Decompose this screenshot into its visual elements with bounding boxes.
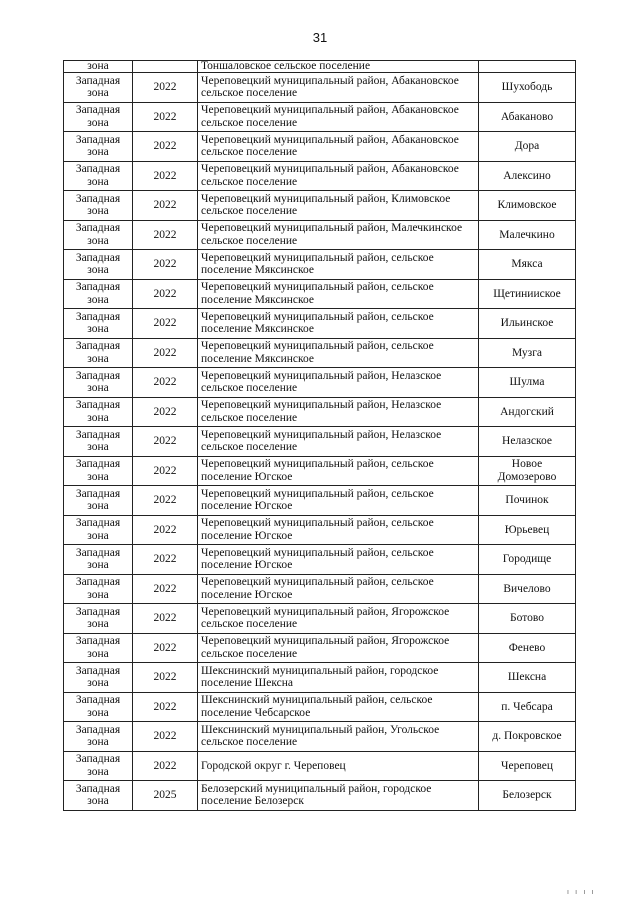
year-cell: 2022 [133, 515, 198, 545]
description-cell: Тоншаловское сельское поселение [198, 61, 479, 73]
zone-cell: Западная зона [64, 545, 133, 575]
zone-cell: Западная зона [64, 663, 133, 693]
zone-cell: Западная зона [64, 161, 133, 191]
table-row [64, 604, 576, 634]
table-row [64, 574, 576, 604]
settlement-cell: Юрьевец [479, 515, 576, 545]
table-row [64, 663, 576, 693]
description-cell: Череповецкий муниципальный район, Абакановское сельское поселение [198, 102, 479, 132]
settlement-cell: Вичелово [479, 574, 576, 604]
table-row [64, 486, 576, 516]
description-cell: Череповецкий муниципальный район, Нелазское сельское поселение [198, 427, 479, 457]
settlement-cell: Фенево [479, 633, 576, 663]
settlement-cell: д. Покровское [479, 722, 576, 752]
description-cell: Череповецкий муниципальный район, сельское поселение Югское [198, 486, 479, 516]
table-row [64, 191, 576, 221]
description-cell: Череповецкий муниципальный район, сельское поселение Мяксинское [198, 250, 479, 280]
year-cell: 2022 [133, 663, 198, 693]
zone-cell: Западная зона [64, 73, 133, 103]
description-cell: Череповецкий муниципальный район, Нелазское сельское поселение [198, 368, 479, 398]
year-cell: 2022 [133, 574, 198, 604]
description-cell: Шекснинский муниципальный район, городское поселение Шексна [198, 663, 479, 693]
year-cell: 2022 [133, 604, 198, 634]
settlement-cell: Алексино [479, 161, 576, 191]
description-cell: Череповецкий муниципальный район, Нелазское сельское поселение [198, 397, 479, 427]
table-row [64, 61, 576, 73]
table-row [64, 368, 576, 398]
year-cell: 2022 [133, 368, 198, 398]
zone-cell: Западная зона [64, 102, 133, 132]
settlement-cell: Шухободь [479, 73, 576, 103]
table-row [64, 132, 576, 162]
page-number: 31 [312, 30, 328, 45]
year-cell: 2022 [133, 338, 198, 368]
year-cell: 2025 [133, 781, 198, 811]
year-cell: 2022 [133, 751, 198, 781]
settlement-cell: Климовское [479, 191, 576, 221]
description-cell: Череповецкий муниципальный район, Абакановское сельское поселение [198, 132, 479, 162]
description-cell: Череповецкий муниципальный район, сельское поселение Югское [198, 574, 479, 604]
settlements-table [63, 60, 576, 811]
settlement-cell: Музга [479, 338, 576, 368]
description-cell: Череповецкий муниципальный район, сельское поселение Югское [198, 515, 479, 545]
zone-cell: Западная зона [64, 633, 133, 663]
zone-cell: Западная зона [64, 279, 133, 309]
table-row [64, 250, 576, 280]
settlement-cell: Ильинское [479, 309, 576, 339]
table-row [64, 692, 576, 722]
description-cell: Череповецкий муниципальный район, Ягорожское сельское поселение [198, 633, 479, 663]
table-row [64, 456, 576, 486]
zone-cell: Западная зона [64, 220, 133, 250]
year-cell: 2022 [133, 102, 198, 132]
zone-cell: Западная зона [64, 751, 133, 781]
description-cell: Череповецкий муниципальный район, Климовское сельское поселение [198, 191, 479, 221]
settlement-cell: Андогский [479, 397, 576, 427]
table-row [64, 751, 576, 781]
settlement-cell: Череповец [479, 751, 576, 781]
year-cell: 2022 [133, 633, 198, 663]
settlement-cell: Ботово [479, 604, 576, 634]
year-cell: 2022 [133, 279, 198, 309]
settlement-cell: Мякса [479, 250, 576, 280]
zone-cell: Западная зона [64, 397, 133, 427]
year-cell: 2022 [133, 545, 198, 575]
description-cell: Череповецкий муниципальный район, Малечкинское сельское поселение [198, 220, 479, 250]
table-row [64, 161, 576, 191]
year-cell: 2022 [133, 427, 198, 457]
table-row [64, 545, 576, 575]
description-cell: Череповецкий муниципальный район, Абакановское сельское поселение [198, 73, 479, 103]
description-cell: Белозерский муниципальный район, городское поселение Белозерск [198, 781, 479, 811]
year-cell: 2022 [133, 456, 198, 486]
zone-cell: Западная зона [64, 515, 133, 545]
zone-cell: Западная зона [64, 368, 133, 398]
zone-cell: Западная зона [64, 604, 133, 634]
table-row [64, 781, 576, 811]
year-cell: 2022 [133, 692, 198, 722]
settlement-cell: Щетинииское [479, 279, 576, 309]
zone-cell: Западная зона [64, 427, 133, 457]
description-cell: Череповецкий муниципальный район, сельское поселение Мяксинское [198, 279, 479, 309]
year-cell: 2022 [133, 250, 198, 280]
footer-marks: ı ı ı ı [567, 888, 596, 896]
zone-cell: Западная зона [64, 574, 133, 604]
year-cell: 2022 [133, 191, 198, 221]
settlement-cell: Дора [479, 132, 576, 162]
table-row [64, 722, 576, 752]
settlement-cell: Абаканово [479, 102, 576, 132]
table-row [64, 397, 576, 427]
settlement-cell [479, 61, 576, 73]
settlement-cell: Починок [479, 486, 576, 516]
table-body [64, 61, 576, 811]
year-cell: 2022 [133, 161, 198, 191]
settlement-cell: Нелазское [479, 427, 576, 457]
year-cell: 2022 [133, 309, 198, 339]
table-row [64, 633, 576, 663]
year-cell: 2022 [133, 132, 198, 162]
zone-cell: Западная зона [64, 250, 133, 280]
settlement-cell: Белозерск [479, 781, 576, 811]
table-row [64, 73, 576, 103]
zone-cell: зона [64, 61, 133, 73]
description-cell: Череповецкий муниципальный район, сельское поселение Югское [198, 545, 479, 575]
zone-cell: Западная зона [64, 781, 133, 811]
description-cell: Череповецкий муниципальный район, сельское поселение Мяксинское [198, 309, 479, 339]
table-row [64, 515, 576, 545]
description-cell: Череповецкий муниципальный район, Ягорожское сельское поселение [198, 604, 479, 634]
zone-cell: Западная зона [64, 722, 133, 752]
table-row [64, 309, 576, 339]
settlement-cell: Шексна [479, 663, 576, 693]
year-cell: 2022 [133, 486, 198, 516]
description-cell: Шекснинский муниципальный район, Угольское сельское поселение [198, 722, 479, 752]
zone-cell: Западная зона [64, 338, 133, 368]
table-row [64, 220, 576, 250]
zone-cell: Западная зона [64, 132, 133, 162]
description-cell: Шекснинский муниципальный район, сельское поселение Чебсарское [198, 692, 479, 722]
description-cell: Череповецкий муниципальный район, сельское поселение Мяксинское [198, 338, 479, 368]
zone-cell: Западная зона [64, 692, 133, 722]
zone-cell: Западная зона [64, 456, 133, 486]
description-cell: Череповецкий муниципальный район, Абакановское сельское поселение [198, 161, 479, 191]
settlement-cell: Новое Домозерово [479, 456, 576, 486]
description-cell: Городской округ г. Череповец [198, 751, 479, 781]
table-row [64, 279, 576, 309]
settlement-cell: Малечкино [479, 220, 576, 250]
description-cell: Череповецкий муниципальный район, сельское поселение Югское [198, 456, 479, 486]
year-cell: 2022 [133, 722, 198, 752]
table-row [64, 427, 576, 457]
settlement-cell: Шулма [479, 368, 576, 398]
table-row [64, 338, 576, 368]
zone-cell: Западная зона [64, 309, 133, 339]
year-cell: 2022 [133, 73, 198, 103]
year-cell [133, 61, 198, 73]
table-row [64, 102, 576, 132]
zone-cell: Западная зона [64, 191, 133, 221]
settlement-cell: п. Чебсара [479, 692, 576, 722]
year-cell: 2022 [133, 397, 198, 427]
settlement-cell: Городище [479, 545, 576, 575]
year-cell: 2022 [133, 220, 198, 250]
zone-cell: Западная зона [64, 486, 133, 516]
